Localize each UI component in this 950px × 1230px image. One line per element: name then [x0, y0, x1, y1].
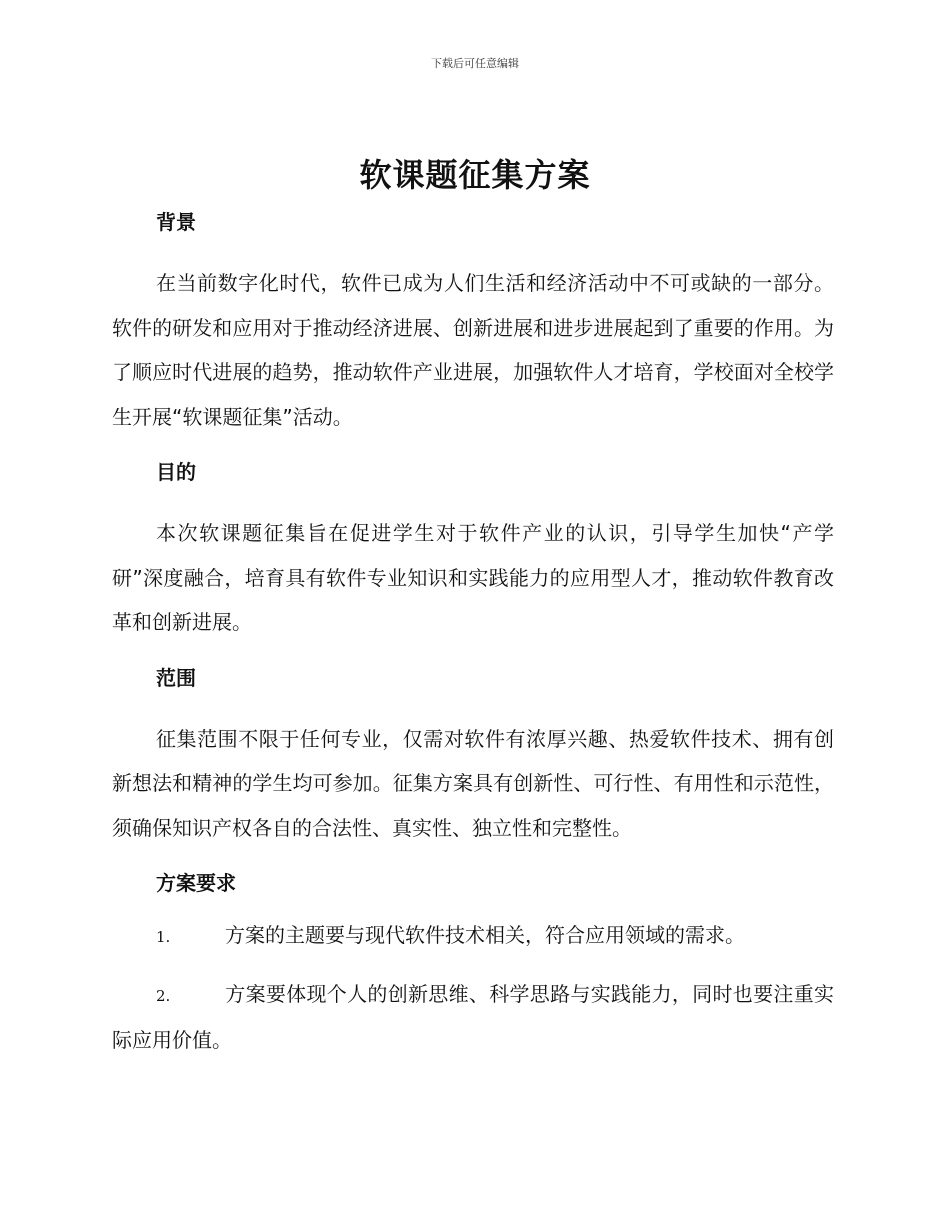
section-paragraph-purpose: 本次软课题征集旨在促进学生对于软件产业的认识，引导学生加快“产学研”深度融合，培育具有软件专业知识和实践能力的应用型人才，推动软件教育改革和创新进展。: [112, 521, 834, 634]
list-item-text: 方案的主题要与现代软件技术相关，符合应用领域的需求。: [225, 923, 745, 947]
list-item-text: 方案要体现个人的创新思维、科学思路与实践能力，同时也要注重实际应用价值。: [112, 981, 834, 1052]
list-item: [112, 913, 834, 960]
section-scope: [112, 660, 834, 851]
section-heading-purpose: 目的: [156, 460, 196, 484]
section-heading-background: 背景: [156, 210, 196, 234]
section-paragraph-background: 在当前数字化时代，软件已成为人们生活和经济活动中不可或缺的一部分。软件的研发和应用对于推动经济进展、创新进展和进步进展起到了重要的作用。为了顺应时代进展的趋势，推动软件产业进展，加强软件人才培育，学校面对全校学生开展“软课题征集”活动。: [112, 271, 834, 429]
list-item-number: 1.: [156, 928, 171, 946]
list-item: [112, 972, 834, 1063]
section-heading-scope: 范围: [156, 665, 196, 690]
section-paragraph-scope: 征集范围不限于任何专业，仅需对软件有浓厚兴趣、热爱软件技术、拥有创新想法和精神的学生均可参加。征集方案具有创新性、可行性、有用性和示范性，须确保知识产权各自的合法性、真实性、独立性和完整性。: [112, 726, 834, 840]
section-background: [112, 204, 834, 439]
section-heading-requirements: 方案要求: [156, 871, 236, 895]
header-note: 下载后可任意编辑: [431, 57, 519, 70]
section-requirements: [112, 865, 834, 1063]
section-purpose: [112, 454, 834, 645]
list-item-number: 2.: [156, 986, 171, 1005]
document-title: 软课题征集方案: [359, 156, 591, 194]
document-body: [112, 204, 834, 1063]
